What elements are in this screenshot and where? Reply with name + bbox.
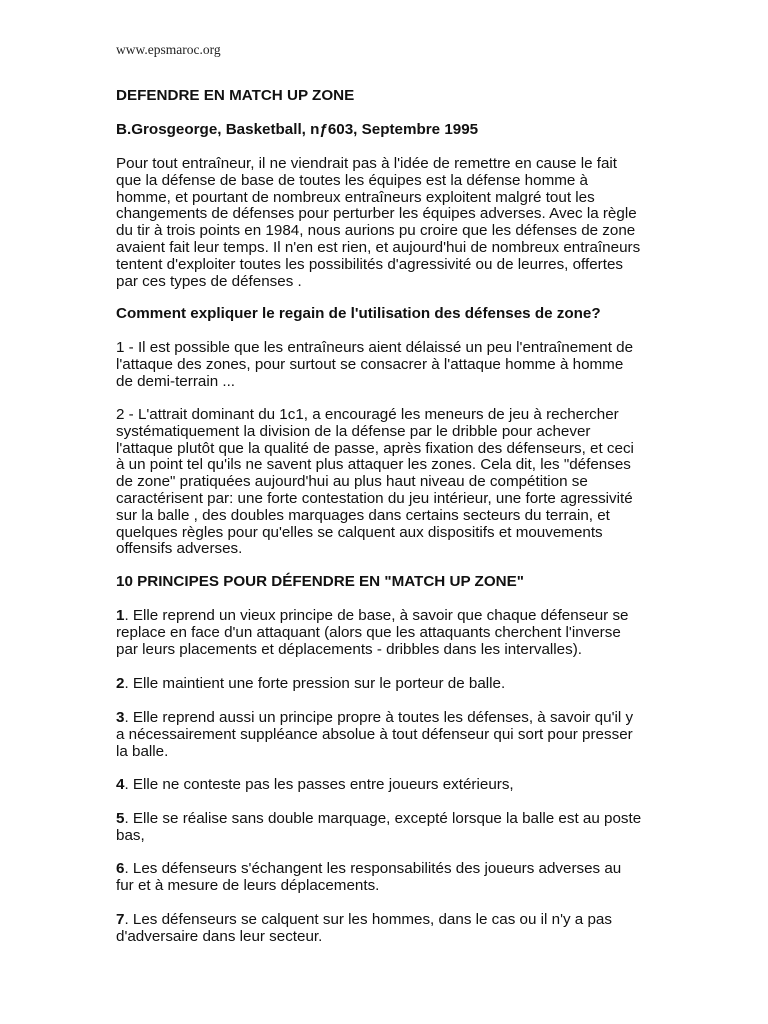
intro-line: Pour tout entraîneur, il ne viendrait pas à l'idée de remettre en cause le fait: [116, 155, 618, 172]
principle-number: 4: [116, 776, 125, 793]
principle-text: . Elle reprend aussi un principe propre à toutes les défenses, à savoir qu'il y: [124, 709, 634, 726]
intro-line: que la défense de base de toutes les équipes est la défense homme à: [116, 171, 588, 189]
principle-line: [116, 676, 661, 693]
principle-line: [116, 861, 661, 878]
answer-line: l'attaque plutôt que la qualité de passe, après fixation des défenseurs, et ceci: [116, 439, 634, 457]
principle-item: [116, 811, 661, 845]
site-url: www.epsmaroc.org: [116, 42, 221, 57]
principle-number: 3: [116, 709, 125, 726]
principle-line: la balle.: [116, 742, 169, 760]
principle-item: [116, 676, 661, 693]
principle-text: . Les défenseurs se calquent sur les hommes, dans le cas ou il n'y a pas: [124, 911, 612, 928]
intro-line: changements de défenses pour perturber les équipes adverses. Avec la règle: [116, 205, 637, 223]
answer-line: offensifs adverses.: [116, 540, 243, 558]
principle-line: [116, 777, 661, 794]
answer-line: systématiquement la division de la défense par le dribble pour achever: [116, 422, 591, 440]
principle-item: [116, 608, 661, 658]
intro-line: homme, et pourtant de nombreux entraîneurs exploitent malgré tout les: [116, 188, 595, 206]
principle-line: [116, 710, 661, 727]
principle-line: a nécessairement suppléance absolue à tout défenseur qui sort pour presser: [116, 725, 633, 743]
principle-item: [116, 861, 661, 895]
principle-item: [116, 710, 661, 760]
intro-line: du tir à trois points en 1984, nous aurions pu croire que les défenses de zone: [116, 222, 636, 240]
principle-line: [116, 912, 661, 929]
principles-heading: 10 PRINCIPES POUR DÉFENDRE EN "MATCH UP ZONE": [116, 573, 524, 590]
principle-line: d'adversaire dans leur secteur.: [116, 927, 323, 945]
answer-line: quelques règles pour qu'elles se calquent aux dispositifs et mouvements: [116, 523, 603, 541]
principle-line: par leurs placements et déplacements - dribbles dans les intervalles).: [116, 640, 582, 658]
intro-line: avaient fait leur temps. Il n'en est rien, et aujourd'hui de nombreux entraîneurs: [116, 238, 641, 256]
answer-line: à un point tel qu'ils ne savent plus attaquer les zones. Cela dit, les "défenses: [116, 456, 631, 474]
section-question: Comment expliquer le regain de l'utilisation des défenses de zone?: [116, 305, 601, 322]
principle-text: . Elle maintient une forte pression sur le porteur de balle.: [124, 675, 506, 692]
principle-item: [116, 777, 661, 794]
answer-paragraph-2: [116, 407, 661, 558]
document-title: DEFENDRE EN MATCH UP ZONE: [116, 87, 355, 104]
answer-line: sur la balle , des doubles marquages dans certains secteurs du terrain, et: [116, 506, 610, 524]
principle-line: [116, 811, 661, 828]
principle-text: . Elle reprend un vieux principe de base, à savoir que chaque défenseur se: [124, 607, 629, 624]
principle-line: [116, 608, 661, 625]
principle-line: fur et à mesure de leurs déplacements.: [116, 876, 380, 894]
answer-line: de demi-terrain ...: [116, 372, 236, 390]
principle-line: bas,: [116, 826, 145, 844]
answer-line: de zone" pratiquées aujourd'hui au plus haut niveau de compétition se: [116, 473, 588, 491]
intro-line: par ces types de défenses .: [116, 272, 302, 290]
answer-line: 2 - L'attrait dominant du 1c1, a encouragé les meneurs de jeu à rechercher: [116, 406, 619, 423]
principle-number: 5: [116, 810, 125, 827]
document-byline: B.Grosgeorge, Basketball, nƒ603, Septembre 1995: [116, 121, 479, 138]
answer-line: caractérisent par: une forte contestation du jeu intérieur, une forte agressivité: [116, 489, 633, 507]
answer-line: 1 - Il est possible que les entraîneurs aient délaissé un peu l'entraînement de: [116, 339, 634, 356]
principle-text: . Elle ne conteste pas les passes entre joueurs extérieurs,: [124, 776, 514, 793]
principle-text: . Les défenseurs s'échangent les responsabilités des joueurs adverses au: [124, 860, 622, 877]
principle-line: replace en face d'un attaquant (alors que les attaquants cherchent l'inverse: [116, 623, 621, 641]
principle-number: 7: [116, 911, 125, 928]
answer-paragraph-1: [116, 340, 661, 390]
intro-line: tentent d'exploiter toutes les possibilités d'agressivité ou de leurres, offertes: [116, 255, 623, 273]
principle-item: [116, 912, 661, 946]
principle-number: 2: [116, 675, 125, 692]
intro-paragraph: [116, 156, 661, 290]
answer-line: l'attaque des zones, pour surtout se consacrer à l'attaque homme à homme: [116, 355, 624, 373]
principle-number: 1: [116, 607, 125, 624]
principle-text: . Elle se réalise sans double marquage, excepté lorsque la balle est au poste: [124, 810, 642, 827]
principle-number: 6: [116, 860, 125, 877]
